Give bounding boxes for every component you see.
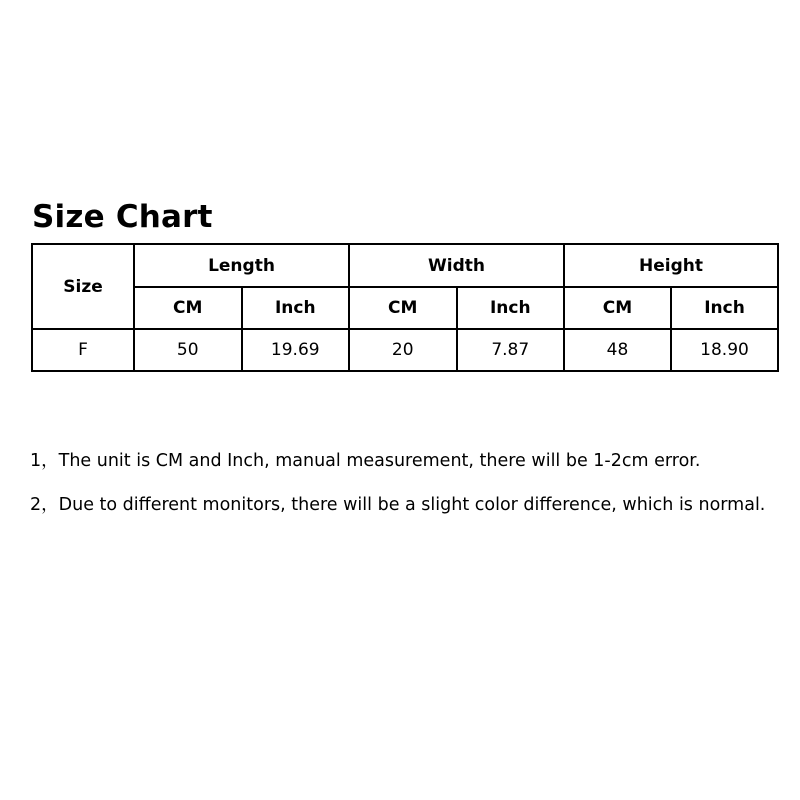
header-length-cm: CM — [134, 287, 242, 329]
header-group-width: Width — [349, 244, 564, 287]
cell-width-inch: 7.87 — [457, 329, 565, 371]
header-height-cm: CM — [564, 287, 671, 329]
page-title: Size Chart — [32, 199, 213, 235]
cell-width-cm: 20 — [349, 329, 457, 371]
table-row — [32, 329, 778, 371]
header-width-inch: Inch — [457, 287, 565, 329]
note-item: 1，The unit is CM and Inch, manual measurement, there will be 1-2cm error. — [30, 451, 701, 471]
header-group-length: Length — [134, 244, 349, 287]
size-chart-table-wrapper — [31, 243, 769, 372]
cell-size: F — [32, 329, 134, 371]
header-size: Size — [32, 244, 134, 329]
header-height-inch: Inch — [671, 287, 778, 329]
size-chart-table — [31, 243, 779, 372]
header-length-inch: Inch — [242, 287, 350, 329]
cell-height-cm: 48 — [564, 329, 671, 371]
cell-height-inch: 18.90 — [671, 329, 778, 371]
header-group-height: Height — [564, 244, 778, 287]
cell-length-cm: 50 — [134, 329, 242, 371]
table-header-row-groups — [32, 244, 778, 287]
note-item: 2，Due to different monitors, there will be a slight color difference, which is normal. — [30, 494, 766, 515]
table-header-row-units — [32, 287, 778, 329]
header-width-cm: CM — [349, 287, 457, 329]
notes-list — [30, 450, 780, 537]
cell-length-inch: 19.69 — [242, 329, 350, 371]
